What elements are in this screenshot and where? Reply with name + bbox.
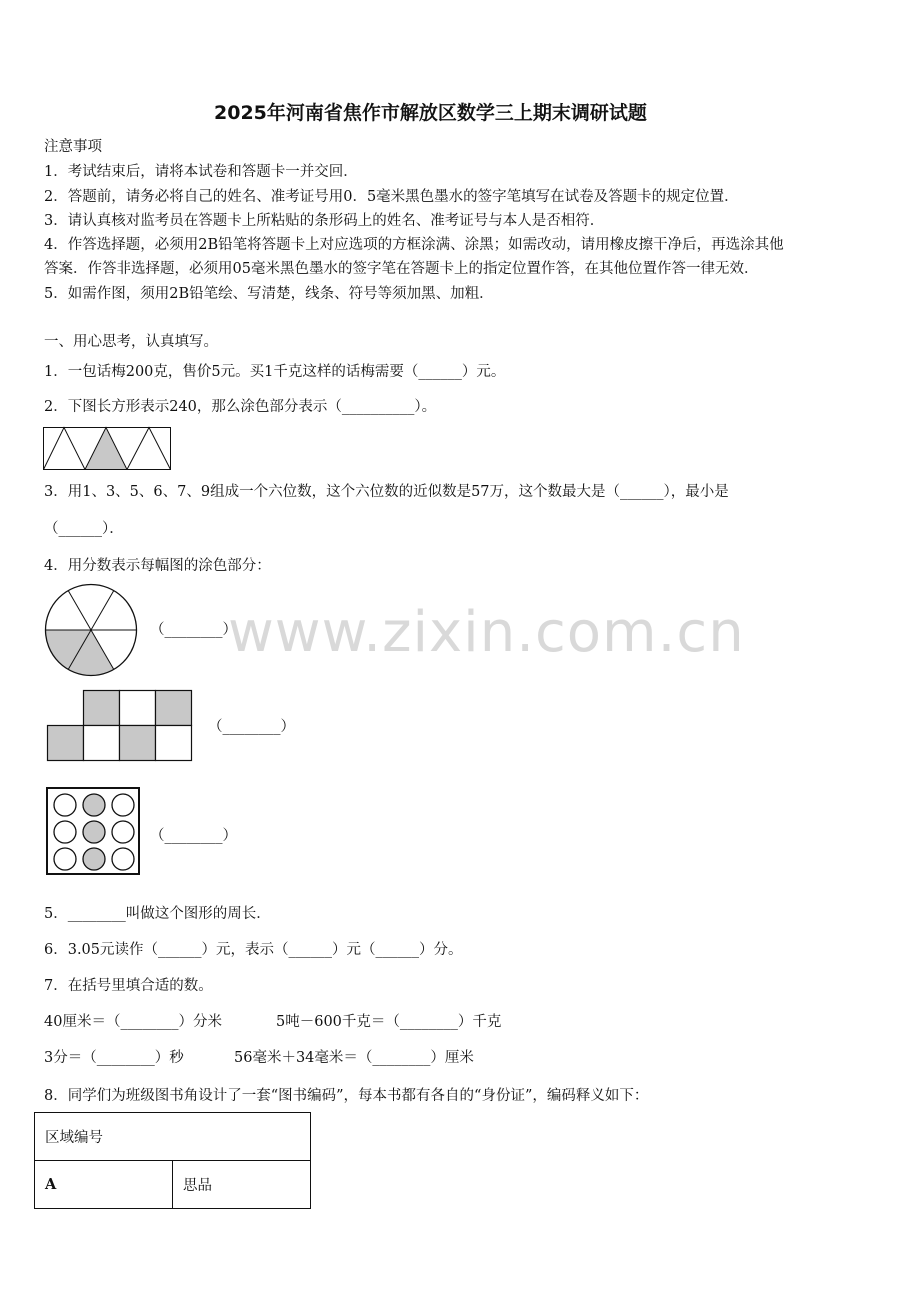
page-title: 2025年河南省焦作市解放区数学三上期末调研试题 bbox=[214, 102, 647, 124]
squares-fraction-figure bbox=[47, 690, 195, 762]
notice-item: 2．答题前，请务必将自己的姓名、准考证号用0．5毫米黑色墨水的签字笔填写在试卷及答题卡的规定位置． bbox=[44, 189, 739, 205]
question-4: 4．用分数表示每幅图的涂色部分： bbox=[44, 558, 271, 574]
answer-blank: （________） bbox=[208, 719, 295, 735]
notice-item: 答案．作答非选择题，必须用05毫米黑色墨水的签字笔在答题卡上的指定位置作答，在其他位置作答一律无效． bbox=[44, 261, 759, 277]
question-8: 8．同学们为班级图书角设计了一套“图书编码”，每本书都有各自的“身份证”，编码释义如下： bbox=[44, 1088, 649, 1104]
question-3-line-1: 3．用1、3、5、6、7、9组成一个六位数，这个六位数的近似数是57万，这个数最大是（______），最小是 bbox=[44, 484, 729, 500]
notice-item: 1．考试结束后，请将本试卷和答题卡一并交回． bbox=[44, 164, 358, 180]
answer-blank: （________） bbox=[150, 828, 237, 844]
table-cell: 思品 bbox=[173, 1161, 311, 1209]
notice-item: 5．如需作图，须用2B铅笔绘、写清楚，线条、符号等须加黑、加粗． bbox=[44, 286, 494, 302]
rectangle-triangles-figure bbox=[43, 427, 171, 471]
book-code-table bbox=[34, 1112, 311, 1209]
notice-heading: 注意事项 bbox=[44, 139, 102, 155]
question-7-item: 3分＝（________）秒 bbox=[44, 1050, 184, 1066]
question-7-item: 5吨－600千克＝（________）千克 bbox=[276, 1014, 502, 1030]
question-6: 6．3.05元读作（______）元，表示（______）元（______）分。 bbox=[44, 942, 463, 958]
question-1: 1．一包话梅200克，售价5元。买1千克这样的话梅需要（______）元。 bbox=[44, 364, 506, 380]
table-row bbox=[35, 1113, 311, 1161]
notice-item: 3．请认真核对监考员在答题卡上所粘贴的条形码上的姓名、准考证号与本人是否相符． bbox=[44, 213, 605, 229]
table-header-cell: 区域编号 bbox=[35, 1113, 311, 1161]
table-row bbox=[35, 1161, 311, 1209]
answer-blank: （________） bbox=[150, 622, 237, 638]
question-5: 5．________叫做这个图形的周长． bbox=[44, 906, 271, 922]
question-2: 2．下图长方形表示240，那么涂色部分表示（__________）。 bbox=[44, 399, 437, 415]
section-heading: 一、用心思考，认真填写。 bbox=[44, 334, 218, 350]
question-7-item: 40厘米＝（________）分米 bbox=[44, 1014, 222, 1030]
question-3-line-2: （______）． bbox=[44, 521, 124, 537]
watermark: www.zixin.com.cn bbox=[228, 600, 745, 665]
question-7: 7．在括号里填合适的数。 bbox=[44, 978, 213, 994]
notice-item: 4．作答选择题，必须用2B铅笔将答题卡上对应选项的方框涂满、涂黑；如需改动，请用橡皮擦干净后，再选涂其他 bbox=[44, 237, 784, 253]
table-cell: A bbox=[35, 1161, 173, 1209]
circle-fraction-figure bbox=[45, 585, 139, 679]
question-7-item: 56毫米＋34毫米＝（________）厘米 bbox=[234, 1050, 474, 1066]
circles-fraction-figure bbox=[46, 787, 142, 877]
